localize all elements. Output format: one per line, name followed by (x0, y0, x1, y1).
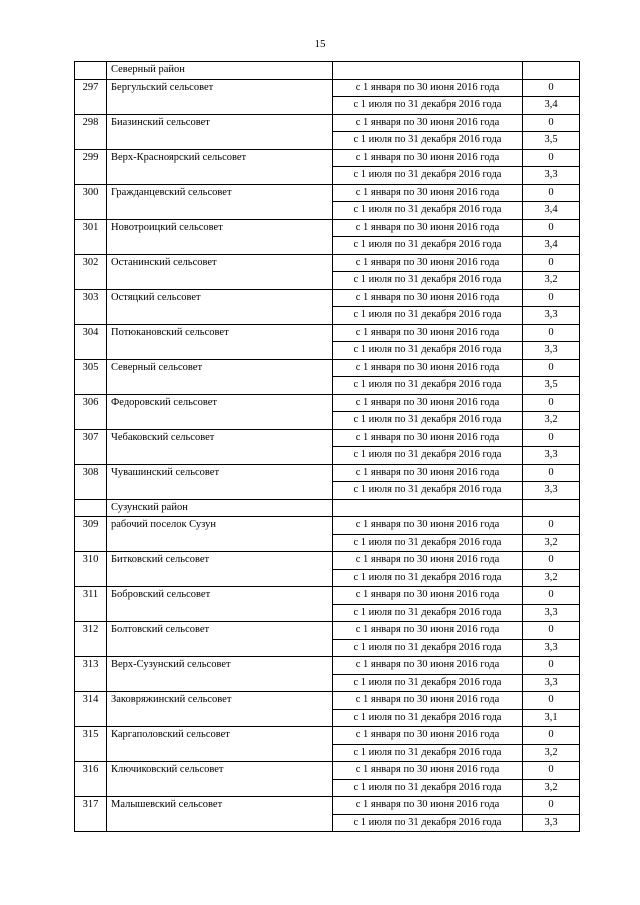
settlement-name: Федоровский сельсовет (107, 394, 333, 429)
value-cell: 0 (523, 587, 580, 605)
region-num-cell (75, 499, 107, 517)
table-row (75, 359, 580, 377)
value-cell: 0 (523, 517, 580, 535)
value-cell: 3,1 (523, 709, 580, 727)
settlement-name: Верх-Сузунский сельсовет (107, 657, 333, 692)
period-cell: с 1 января по 30 июня 2016 года (333, 622, 523, 640)
value-cell: 3,3 (523, 482, 580, 500)
row-number: 311 (75, 587, 107, 622)
row-number: 297 (75, 79, 107, 114)
period-cell: с 1 января по 30 июня 2016 года (333, 517, 523, 535)
row-number: 315 (75, 727, 107, 762)
row-number: 301 (75, 219, 107, 254)
period-cell: с 1 июля по 31 декабря 2016 года (333, 412, 523, 430)
row-number: 312 (75, 622, 107, 657)
region-name: Северный район (107, 62, 333, 80)
row-number: 303 (75, 289, 107, 324)
region-period-cell (333, 62, 523, 80)
value-cell: 0 (523, 114, 580, 132)
settlement-name: Каргаполовский сельсовет (107, 727, 333, 762)
value-cell: 3,3 (523, 814, 580, 832)
period-cell: с 1 июля по 31 декабря 2016 года (333, 482, 523, 500)
table-row (75, 464, 580, 482)
value-cell: 0 (523, 149, 580, 167)
table-row (75, 762, 580, 780)
table-row (75, 79, 580, 97)
value-cell: 0 (523, 727, 580, 745)
table-row (75, 114, 580, 132)
row-number: 302 (75, 254, 107, 289)
value-cell: 0 (523, 254, 580, 272)
settlement-name: Новотроицкий сельсовет (107, 219, 333, 254)
value-cell: 0 (523, 184, 580, 202)
row-number: 304 (75, 324, 107, 359)
settlement-name: Северный сельсовет (107, 359, 333, 394)
value-cell: 0 (523, 359, 580, 377)
row-number: 298 (75, 114, 107, 149)
table-row (75, 219, 580, 237)
period-cell: с 1 июля по 31 декабря 2016 года (333, 779, 523, 797)
settlement-name: Болтовский сельсовет (107, 622, 333, 657)
period-cell: с 1 июля по 31 декабря 2016 года (333, 167, 523, 185)
row-number: 313 (75, 657, 107, 692)
period-cell: с 1 января по 30 июня 2016 года (333, 324, 523, 342)
row-number: 316 (75, 762, 107, 797)
table-row (75, 517, 580, 535)
period-cell: с 1 января по 30 июня 2016 года (333, 727, 523, 745)
value-cell: 3,4 (523, 237, 580, 255)
row-number: 310 (75, 552, 107, 587)
period-cell: с 1 июля по 31 декабря 2016 года (333, 604, 523, 622)
row-number: 299 (75, 149, 107, 184)
table-row (75, 289, 580, 307)
settlement-name: Заковряжинский сельсовет (107, 692, 333, 727)
value-cell: 3,4 (523, 97, 580, 115)
settlement-name: Малышевский сельсовет (107, 797, 333, 832)
settlement-name: Верх-Красноярский сельсовет (107, 149, 333, 184)
period-cell: с 1 июля по 31 декабря 2016 года (333, 377, 523, 395)
settlement-name: Бергульский сельсовет (107, 79, 333, 114)
period-cell: с 1 января по 30 июня 2016 года (333, 429, 523, 447)
value-cell: 0 (523, 394, 580, 412)
settlement-name: Биазинский сельсовет (107, 114, 333, 149)
settlement-name: Останинский сельсовет (107, 254, 333, 289)
table-row (75, 727, 580, 745)
period-cell: с 1 июля по 31 декабря 2016 года (333, 639, 523, 657)
value-cell: 0 (523, 79, 580, 97)
period-cell: с 1 января по 30 июня 2016 года (333, 79, 523, 97)
period-cell: с 1 января по 30 июня 2016 года (333, 149, 523, 167)
value-cell: 0 (523, 324, 580, 342)
region-header-row (75, 62, 580, 80)
table-row (75, 622, 580, 640)
value-cell: 3,3 (523, 674, 580, 692)
table-row (75, 797, 580, 815)
page-number: 15 (314, 38, 326, 50)
period-cell: с 1 января по 30 июня 2016 года (333, 797, 523, 815)
period-cell: с 1 июля по 31 декабря 2016 года (333, 342, 523, 360)
settlement-name: рабочий поселок Сузун (107, 517, 333, 552)
value-cell: 3,4 (523, 202, 580, 220)
value-cell: 3,3 (523, 639, 580, 657)
value-cell: 3,2 (523, 534, 580, 552)
value-cell: 3,3 (523, 167, 580, 185)
value-cell: 3,3 (523, 447, 580, 465)
period-cell: с 1 января по 30 июня 2016 года (333, 692, 523, 710)
row-number: 306 (75, 394, 107, 429)
table-row (75, 149, 580, 167)
row-number: 300 (75, 184, 107, 219)
value-cell: 0 (523, 464, 580, 482)
table-row (75, 692, 580, 710)
value-cell: 3,2 (523, 272, 580, 290)
row-number: 307 (75, 429, 107, 464)
period-cell: с 1 января по 30 июня 2016 года (333, 552, 523, 570)
settlement-name: Гражданцевский сельсовет (107, 184, 333, 219)
table-row (75, 184, 580, 202)
value-cell: 0 (523, 762, 580, 780)
value-cell: 3,3 (523, 307, 580, 325)
row-number: 317 (75, 797, 107, 832)
period-cell: с 1 января по 30 июня 2016 года (333, 657, 523, 675)
period-cell: с 1 января по 30 июня 2016 года (333, 289, 523, 307)
settlement-name: Бобровский сельсовет (107, 587, 333, 622)
value-cell: 0 (523, 622, 580, 640)
value-cell: 0 (523, 657, 580, 675)
tariff-table-body (75, 62, 580, 832)
value-cell: 0 (523, 289, 580, 307)
settlement-name: Потюкановский сельсовет (107, 324, 333, 359)
table-row (75, 587, 580, 605)
value-cell: 3,3 (523, 342, 580, 360)
settlement-name: Чебаковский сельсовет (107, 429, 333, 464)
period-cell: с 1 января по 30 июня 2016 года (333, 359, 523, 377)
value-cell: 3,2 (523, 569, 580, 587)
period-cell: с 1 июля по 31 декабря 2016 года (333, 202, 523, 220)
value-cell: 3,5 (523, 377, 580, 395)
settlement-name: Чувашинский сельсовет (107, 464, 333, 499)
row-number: 305 (75, 359, 107, 394)
period-cell: с 1 июля по 31 декабря 2016 года (333, 237, 523, 255)
value-cell: 0 (523, 219, 580, 237)
value-cell: 0 (523, 429, 580, 447)
settlement-name: Битковский сельсовет (107, 552, 333, 587)
row-number: 308 (75, 464, 107, 499)
period-cell: с 1 июля по 31 декабря 2016 года (333, 132, 523, 150)
region-num-cell (75, 62, 107, 80)
period-cell: с 1 июля по 31 декабря 2016 года (333, 814, 523, 832)
value-cell: 3,2 (523, 412, 580, 430)
region-name: Сузунский район (107, 499, 333, 517)
value-cell: 3,5 (523, 132, 580, 150)
period-cell: с 1 июля по 31 декабря 2016 года (333, 272, 523, 290)
period-cell: с 1 января по 30 июня 2016 года (333, 114, 523, 132)
period-cell: с 1 января по 30 июня 2016 года (333, 254, 523, 272)
period-cell: с 1 июля по 31 декабря 2016 года (333, 447, 523, 465)
value-cell: 0 (523, 797, 580, 815)
period-cell: с 1 января по 30 июня 2016 года (333, 184, 523, 202)
table-row (75, 254, 580, 272)
period-cell: с 1 января по 30 июня 2016 года (333, 394, 523, 412)
value-cell: 0 (523, 692, 580, 710)
table-row (75, 657, 580, 675)
tariff-table (74, 61, 580, 832)
period-cell: с 1 января по 30 июня 2016 года (333, 587, 523, 605)
value-cell: 3,2 (523, 744, 580, 762)
period-cell: с 1 января по 30 июня 2016 года (333, 219, 523, 237)
settlement-name: Остяцкий сельсовет (107, 289, 333, 324)
period-cell: с 1 июля по 31 декабря 2016 года (333, 534, 523, 552)
table-row (75, 429, 580, 447)
period-cell: с 1 июля по 31 декабря 2016 года (333, 744, 523, 762)
table-row (75, 394, 580, 412)
row-number: 309 (75, 517, 107, 552)
period-cell: с 1 января по 30 июня 2016 года (333, 464, 523, 482)
settlement-name: Ключиковский сельсовет (107, 762, 333, 797)
value-cell: 0 (523, 552, 580, 570)
period-cell: с 1 января по 30 июня 2016 года (333, 762, 523, 780)
period-cell: с 1 июля по 31 декабря 2016 года (333, 709, 523, 727)
value-cell: 3,3 (523, 604, 580, 622)
table-row (75, 324, 580, 342)
table-row (75, 552, 580, 570)
row-number: 314 (75, 692, 107, 727)
region-value-cell (523, 499, 580, 517)
period-cell: с 1 июля по 31 декабря 2016 года (333, 307, 523, 325)
period-cell: с 1 июля по 31 декабря 2016 года (333, 97, 523, 115)
region-header-row (75, 499, 580, 517)
region-value-cell (523, 62, 580, 80)
period-cell: с 1 июля по 31 декабря 2016 года (333, 569, 523, 587)
region-period-cell (333, 499, 523, 517)
period-cell: с 1 июля по 31 декабря 2016 года (333, 674, 523, 692)
value-cell: 3,2 (523, 779, 580, 797)
